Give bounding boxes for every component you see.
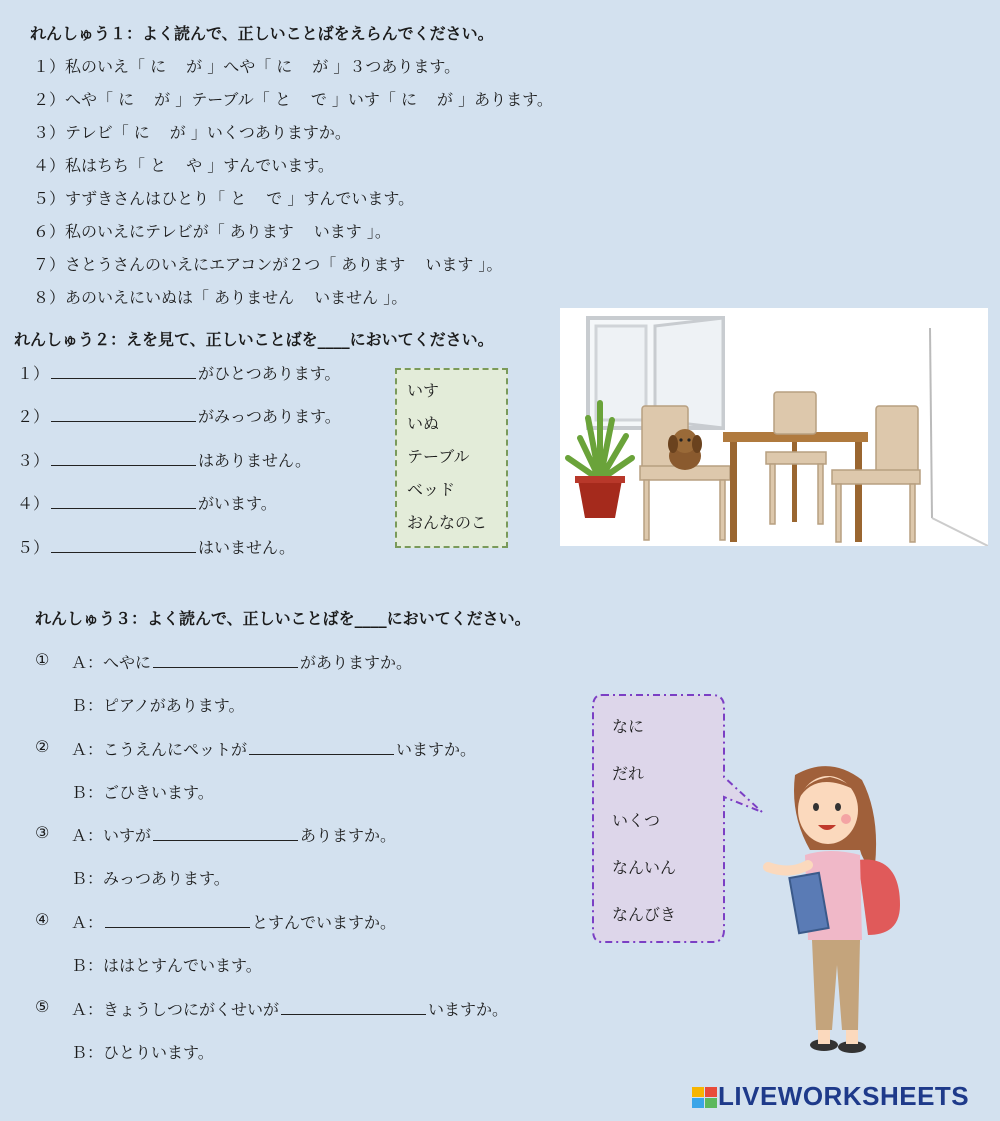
question-text: あのいえにいぬは「 ありません [65, 288, 295, 307]
room-illustration [560, 308, 988, 546]
question-text: で 」すんでいます。 [266, 189, 415, 208]
question-text: へや「 に [65, 90, 135, 109]
word-bank-item: テーブル [407, 447, 470, 466]
ex1-question [33, 285, 407, 308]
question-number: ２） [17, 407, 50, 426]
question-text: がいます。 [198, 494, 277, 513]
question-text: はいません。 [198, 538, 295, 557]
dialogue-line-b: Ｂ：ひとりいます。 [71, 1043, 214, 1062]
dialogue-line-a [71, 910, 396, 933]
answer-blank[interactable] [51, 492, 196, 509]
question-text: 私のいえにテレビが「 あります [65, 222, 294, 241]
ex1-question [33, 252, 502, 275]
answer-blank[interactable] [153, 651, 298, 668]
question-number: ４） [33, 156, 66, 175]
dialogue-line-a [71, 650, 412, 673]
dialogue-line-b: Ｂ：ピアノがあります。 [71, 696, 245, 715]
question-text: 私はちち「 と [65, 156, 167, 175]
ex1-question [33, 87, 553, 110]
ex2-question [17, 361, 340, 384]
dialogue-text: いますか。 [428, 1000, 509, 1019]
question-number: ４） [17, 494, 50, 513]
word-bank-item: おんなのこ [407, 513, 488, 532]
question-number: ３） [17, 451, 50, 470]
word-bank-item: ベッド [407, 480, 456, 499]
question-text: テレビ「 に [65, 123, 150, 142]
dialogue-line-a [71, 737, 476, 760]
answer-blank[interactable] [281, 998, 426, 1015]
dialogue-text: がありますか。 [300, 653, 413, 672]
dialogue-number: ③ [35, 823, 50, 842]
ex2-question [17, 404, 341, 427]
question-text: がひとつあります。 [198, 364, 341, 383]
question-number: ３） [33, 123, 66, 142]
dialogue-text: Ａ：へやに [71, 653, 152, 672]
ex1-question [33, 54, 460, 77]
word-bank-item: いくつ [612, 811, 661, 830]
dialogue-text: とすんでいますか。 [252, 913, 397, 932]
question-text: さとうさんのいえにエアコンが２つ「 あります [65, 255, 406, 274]
question-text: が 」あります。 [437, 90, 553, 109]
ex2-question [17, 448, 311, 471]
ex3-title: れんしゅう３：よく読んで、正しいことばを____においてください。 [35, 609, 531, 628]
answer-blank[interactable] [51, 536, 196, 553]
dialogue-number: ⑤ [35, 997, 50, 1016]
word-bank-item: なに [612, 717, 645, 736]
question-number: ７） [33, 255, 66, 274]
dialogue-text: ありますか。 [300, 826, 397, 845]
question-text: いません 」。 [314, 288, 408, 307]
question-text: すずきさんはひとり「 と [65, 189, 247, 208]
dialogue-line-a [71, 997, 508, 1020]
ex1-question [33, 219, 391, 242]
dialogue-number: ④ [35, 910, 50, 929]
question-text: で 」いす「 に [310, 90, 418, 109]
dialogue-number: ② [35, 737, 50, 756]
dialogue-text: Ａ：いすが [71, 826, 152, 845]
word-bank-item: いぬ [407, 414, 440, 433]
answer-blank[interactable] [51, 449, 196, 466]
answer-blank[interactable] [153, 824, 298, 841]
question-text: が 」テーブル「 と [154, 90, 291, 109]
liveworksheets-logo: LIVEWORKSHEETS [718, 1081, 970, 1111]
dialogue-line-b: Ｂ：みっつあります。 [71, 869, 230, 888]
question-text: が 」へや「 に [186, 57, 293, 76]
question-text: はありません。 [198, 451, 311, 470]
question-number: １） [33, 57, 66, 76]
word-bank-item: なんびき [612, 905, 677, 924]
girl-illustration [750, 755, 910, 1065]
ex1-question [33, 186, 414, 209]
ex2-word-bank [395, 368, 508, 548]
word-bank-item: だれ [612, 764, 645, 783]
question-number: ５） [33, 189, 66, 208]
dog [668, 429, 702, 470]
ex3-word-bank [594, 696, 724, 944]
ex2-title: れんしゅう２：えを見て、正しいことばを____においてください。 [14, 330, 494, 349]
question-number: １） [17, 364, 50, 383]
question-number: ８） [33, 288, 66, 307]
dialogue-line-b: Ｂ：ははとすんでいます。 [71, 956, 262, 975]
word-bank-item: いす [407, 381, 440, 400]
dialogue-text: Ａ： [71, 913, 104, 932]
dialogue-line-b: Ｂ：ごひきいます。 [71, 783, 214, 802]
ex2-question [17, 535, 295, 558]
word-bank-item: なんいん [612, 858, 677, 877]
question-text: がみっつあります。 [198, 407, 341, 426]
answer-blank[interactable] [51, 405, 196, 422]
answer-blank[interactable] [105, 911, 250, 928]
dialogue-text: Ａ：こうえんにペットが [71, 740, 248, 759]
ex2-question [17, 491, 277, 514]
dialogue-line-a [71, 823, 396, 846]
question-number: ６） [33, 222, 66, 241]
question-text: います 」。 [313, 222, 391, 241]
ex1-question [33, 153, 334, 176]
ex1-question [33, 120, 351, 143]
answer-blank[interactable] [51, 362, 196, 379]
question-text: います 」。 [425, 255, 503, 274]
question-text: が 」いくつありますか。 [169, 123, 351, 142]
question-text: や 」すんでいます。 [186, 156, 334, 175]
dialogue-number: ① [35, 650, 50, 669]
dialogue-text: いますか。 [396, 740, 477, 759]
question-number: ５） [17, 538, 50, 557]
ex1-title: れんしゅう１：よく読んで、正しいことばをえらんでください。 [30, 24, 494, 43]
question-text: 私のいえ「 に [65, 57, 167, 76]
question-text: が 」３つあります。 [312, 57, 461, 76]
question-number: ２） [33, 90, 66, 109]
dialogue-text: Ａ：きょうしつにがくせいが [71, 1000, 280, 1019]
logo-icon [692, 1087, 718, 1109]
answer-blank[interactable] [249, 738, 394, 755]
